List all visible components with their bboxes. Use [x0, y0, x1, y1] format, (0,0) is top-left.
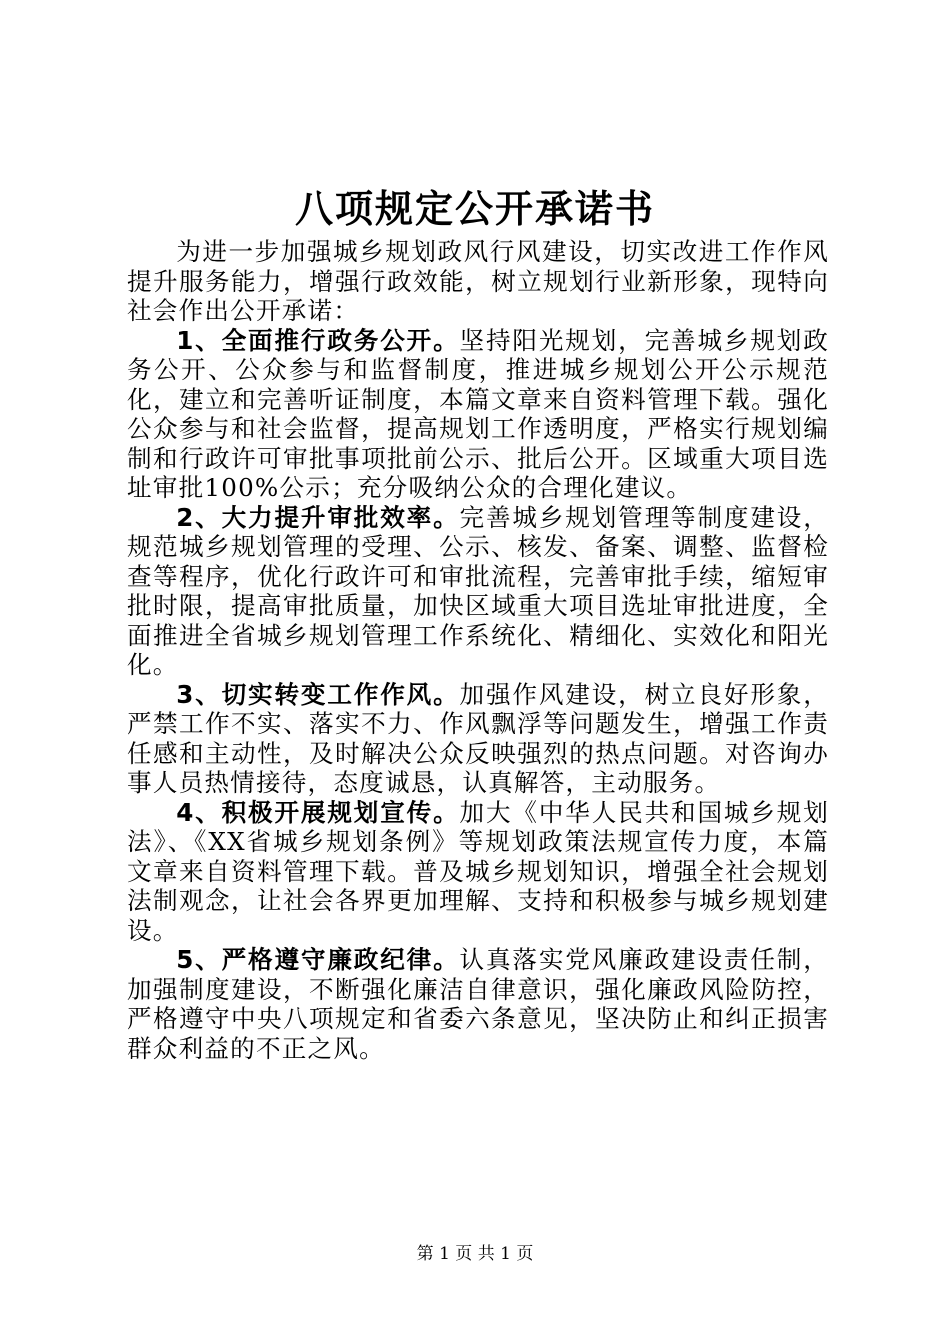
item-paragraph-3	[127, 680, 829, 798]
item-paragraph-2	[127, 503, 829, 680]
item-text-3: 加强作风建设，树立良好形象，严禁工作不实、落实不力、作风飘浮等问题发生，增强工作责任感和主动性，及时解决公众反映强烈的热点问题。对咨询办事人员热情接待，态度诚恳，认真解答，主动服务。	[127, 679, 829, 797]
item-text-2: 完善城乡规划管理等制度建设，规范城乡规划管理的受理、公示、核发、备案、调整、监督检查等程序，优化行政许可和审批流程，完善审批手续，缩短审批时限，提高审批质量，加快区域重大项目选址审批进度，全面推进全省城乡规划管理工作系统化、精细化、实效化和阳光化。	[127, 502, 829, 679]
item-heading-5: 5、严格遵守廉政纪律。	[176, 945, 460, 974]
document-body	[127, 237, 829, 1063]
item-paragraph-1	[127, 326, 829, 503]
item-heading-1: 1、全面推行政务公开。	[176, 325, 460, 355]
item-heading-3: 3、切实转变工作作风。	[176, 679, 460, 709]
item-text-4: 加大《中华人民共和国城乡规划法》、《XX省城乡规划条例》等规划政策法规宣传力度，本篇文章来自资料管理下载。普及城乡规划知识，增强全社会规划法制观念，让社会各界更加理解、支持和积极参与城乡规划建设。	[127, 797, 829, 945]
document-title: 八项规定公开承诺书	[294, 186, 655, 231]
item-paragraph-5	[127, 945, 829, 1063]
page-footer: 第 1 页 共 1 页	[416, 1244, 534, 1264]
item-text-1: 坚持阳光规划，完善城乡规划政务公开、公众参与和监督制度，推进城乡规划公开公示规范化，建立和完善听证制度，本篇文章来自资料管理下载。强化公众参与和社会监督，提高规划工作透明度，严格实行规划编制和行政许可审批事项批前公示、批后公开。区域重大项目选址审批100%公示；充分吸纳公众的合理化建议。	[127, 325, 829, 502]
item-heading-4: 4、积极开展规划宣传。	[176, 797, 460, 827]
intro-paragraph: 为进一步加强城乡规划政风行风建设，切实改进工作作风提升服务能力，增强行政效能，树立规划行业新形象，现特向社会作出公开承诺：	[127, 237, 829, 325]
item-text-5: 认真落实党风廉政建设责任制，加强制度建设，不断强化廉洁自律意识，强化廉政风险防控，严格遵守中央八项规定和省委六条意见，坚决防止和纠正损害群众利益的不正之风。	[127, 945, 829, 1063]
item-paragraph-4	[127, 798, 829, 946]
item-heading-2: 2、大力提升审批效率。	[176, 502, 460, 532]
